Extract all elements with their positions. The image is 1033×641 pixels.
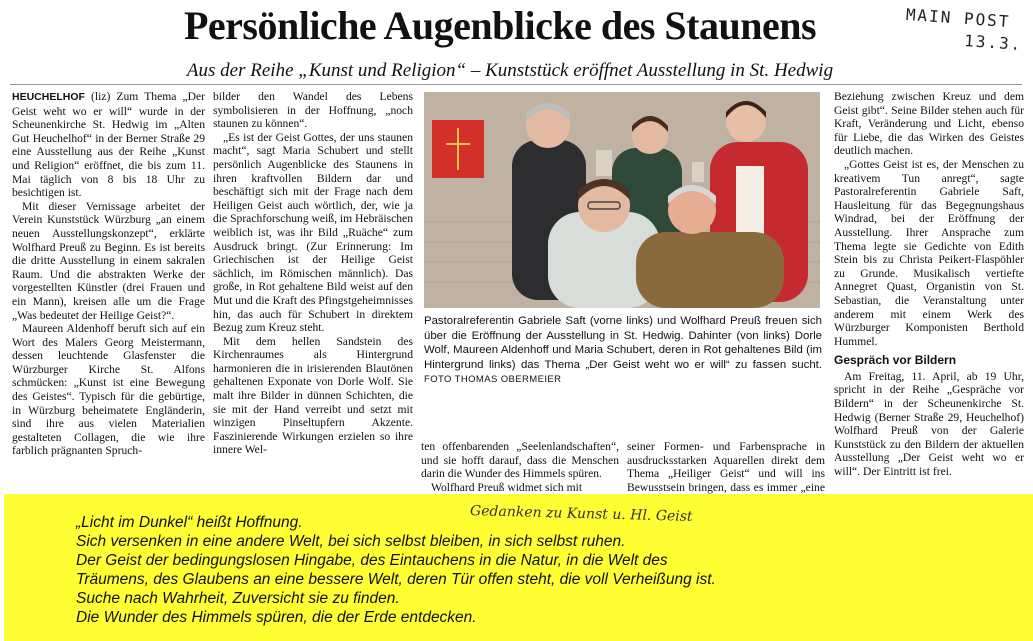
article-paragraph: Mit dieser Vernissage arbeitet der Verein Kunststück Würzburg „an einem neuen Ausstellungskonzept“, erklärte Wolfhard Preuß zu Beginn. Es ist bereits die dritte Ausstellung in einem sakralen Raum. Und die abstrakten Werke der vorgestellten Künstler (drei Frauen und ein Mann), kreisen alle um die Frage „Was bedeutet der Heilige Geist?“. — [12, 199, 205, 322]
caption-text: Pastoralreferentin Gabriele Saft (vorne links) und Wolfhard Preuß freuen sich über die Eröffnung der Ausstellung in St. Hedwig. Dahinter (von links) Dorle Wolf, Maureen Aldenhoff und Maria Schubert, deren in Rot gehaltenes Bild (im Hintergrund links) das Thema „Der Geist weht wo er will“ zu fassen sucht. — [424, 315, 822, 371]
handwritten-source-name: MAIN POST — [905, 4, 1012, 32]
photo-credit: FOTO THOMAS OBERMEIER — [424, 374, 562, 386]
article-paragraph: Mit dem hellen Sandstein des Kirchenraumes als Hintergrund harmonieren die in irisierenden Blautönen gehaltenen Exponate von Dorle Wolf. Sie malt ihre Bilder in dünnen Schichten, die sie mit der Hand verreibt und setzt mit winzigen Pinseltupfern Akzente. Faszinierende Wirkungen erzielen so ihre innere Wel- — [213, 334, 413, 457]
photo-caption — [424, 314, 822, 388]
section-heading: Gespräch vor Bildern — [834, 353, 957, 368]
article-paragraph: Wolfhard Preuß widmet sich mit — [431, 480, 583, 494]
article-photo — [424, 92, 820, 308]
article-paragraph — [12, 90, 205, 200]
article-paragraph: Maureen Aldenhoff beruft sich auf ein Wort des Malers Georg Meistermann, dessen leuchtende Glasfenster die Würzburger Kirche St. Alfons schmücken: „Kunst ist eine Bewegung des Geistes“. Typisch für die gebürtige, in Würzburg beheimatete Engländerin, sind ihre aus vielen Materialien gestalteten Collagen, die wie ihre farblich prägnanten Spruch- — [12, 322, 205, 458]
article-column-5 — [834, 90, 1024, 492]
article-paragraph: „Gottes Geist ist es, der Menschen zu kreativem Tun anregt“, sagte Pastoralreferentin Gabriele Saft, Hausleitung für das Begegnungshaus Windrad, bei der Eröffnung der Ausstellung. Ihrer Ansprache zum Thema legte sie Gedichte von Edith Stein bis zu Christa Peikert-Flaspöhler zu Grunde. Musikalisch vertiefte Annegret Quast, Organistin von St. Sebastian, die Veranstaltung unter anderem mit einem Werk des Würzburger Komponisten Berthold Hummel. — [834, 157, 1024, 348]
article-paragraph: seiner Formen- und Farbensprache in ausdrucksstarken Aquarellen direkt dem Thema „Heiliger Geist“ und will ins Bewusstsein bringen, dass es immer „eine — [627, 440, 825, 494]
poem-line: Suche nach Wahrheit, Zuversicht sie zu finden. — [76, 589, 400, 607]
poem-line: Der Geist der bedingungslosen Hingabe, des Eintauchens in die Natur, in die Welt des — [76, 551, 668, 569]
article-column-4 — [627, 440, 825, 492]
poem-line: Die Wunder des Himmels spüren, die der Erde entdecken. — [76, 608, 477, 626]
poem-line: „Licht im Dunkel“ heißt Hoffnung. — [76, 514, 303, 531]
handwritten-source-date: 13.3. — [963, 30, 1023, 55]
poem-line: Träumens, des Glaubens an eine bessere Welt, deren Tür offen steht, die voll Verheißung ist. — [76, 570, 716, 588]
photo-illustration — [424, 92, 820, 308]
article-column-1 — [12, 90, 205, 492]
article-paragraph: Am Freitag, 11. April, ab 19 Uhr, spricht in der Reihe „Gespräche vor Bildern“ in der Scheunenkirche St. Hedwig (Berner Straße 29, Heuchelhof) Wolfhard Preuß von der Galerie Kunststück zu den Bildern der aktuellen Ausstellung „Der Geist weht wo er will“. Der Eintritt ist frei. — [834, 369, 1024, 479]
article-column-2 — [213, 90, 413, 492]
handwritten-source-note — [904, 4, 1027, 56]
article-column-3 — [421, 440, 619, 492]
article-paragraph: „Es ist der Geist Gottes, der uns staunen macht“, sagt Maria Schubert und stellt persönlich Augenblicke des Staunens in ihren kraftvollen Bildern dar und beschäftigt sich mit der Frage nach dem Heiligen Geist auch wörtlich, der, wie ja die Sprachforschung weiß, im Hebräischen weiblich ist, was ihr Bild „Ruäche“ zum Ausdruck bringt. (Zur Erinnerung: Im Griechischen ist der Heilige Geist sächlich, im Römischen männlich). Das große, in Rot gehaltene Bild weist auf den Mut und die Kraft des Pfingstgeheimnisses hin, das auch für Schubert in direktem Bezug zum Kreuz steht. — [213, 130, 413, 335]
article-paragraph: bilder den Wandel des Lebens symbolisieren in der Hoffnung, „noch staunen zu können“. — [213, 90, 413, 131]
poem-line: Sich versenken in eine andere Welt, bei sich selbst bleiben, in sich selbst ruhen. — [76, 532, 626, 550]
article-headline: Persönliche Augenblicke des Staunens — [183, 3, 817, 48]
lead-text: (liz) Zum Thema „Der Geist weht wo er will“ wurde in der Scheunenkirche St. Hedwig im „Alten Gut Heuchelhof“ in der Berner Straße 29 eine Ausstellung aus der Reihe „Kunst und Religion“ eröffnet, die bis zum 11. Mai täglich von 8 bis 18 Uhr zu besichtigen ist. — [12, 90, 205, 200]
header-divider — [10, 84, 1022, 85]
article-paragraph: ten offenbarenden „Seelenlandschaften“, und sie hofft darauf, dass die Menschen darin die Wunder des Himmels spüren. — [421, 440, 619, 481]
article-subheadline: Aus der Reihe „Kunst und Religion“ – Kunststück eröffnet Ausstellung in St. Hedwig — [186, 60, 834, 81]
poem-text — [76, 514, 896, 627]
article-paragraph: Beziehung zwischen Kreuz und dem Geist gibt“. Seine Bilder stehen auch für Kraft, Veränderung und Licht, ebenso für Liebe, die das Wirken des Geistes deutlich machen. — [834, 90, 1024, 158]
dateline: HEUCHELHOF — [12, 91, 85, 103]
handwritten-annotation: Gedanken zu Kunst u. Hl. Geist — [469, 503, 693, 525]
